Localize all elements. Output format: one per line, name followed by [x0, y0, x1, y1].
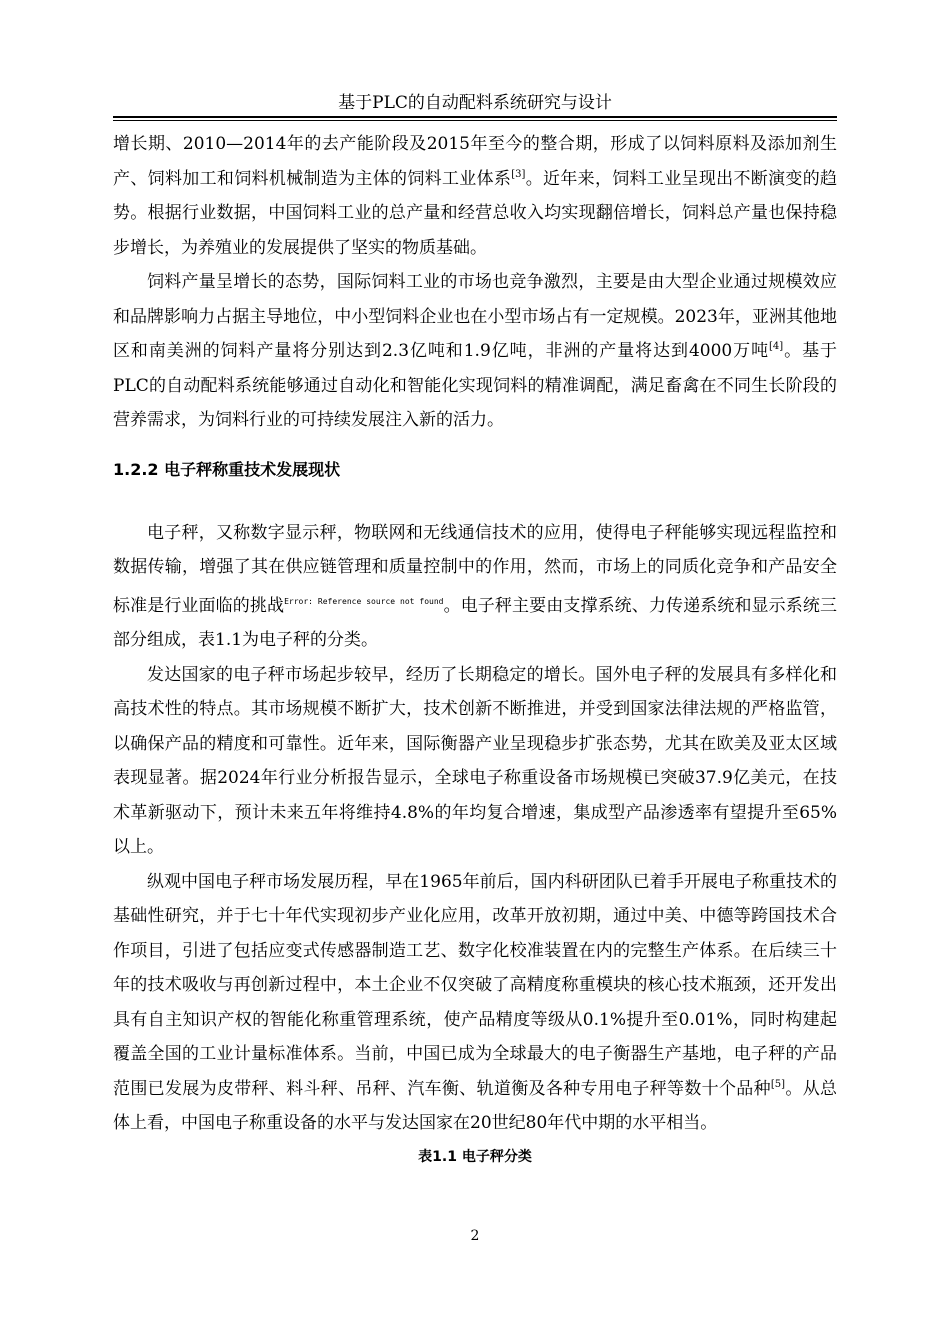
paragraph-5: 纵观中国电子秤市场发展历程，早在1965年前后，国内科研团队已着手开展电子称重技术的基础性研究，并于七十年代实现初步产业化应用，改革开放初期，通过中美、中德等跨国技术合作项目，引进了包括应变式传感器制造工艺、数字化校准装置在内的完整生产体系。在后续三十年的技术吸收与再创新过程中，本土企业不仅突破了高精度称重模块的核心技术瓶颈，还开发出具有自主知识产权的智能化称重管理系统，使产品精度等级从0.1%提升至0.01%，同时构建起覆盖全国的工业计量标准体系。当前，中国已成为全球最大的电子衡器生产基地，电子秤的产品范围已发展为皮带秤、料斗秤、吊秤、汽车衡、轨道衡及各种专用电子秤等数十个品种[5]。从总体上看，中国电子称重设备的水平与发达国家在20世纪80年代中期的水平相当。 [113, 871, 838, 1133]
section-heading: 1.2.2 电子秤称重技术发展现状 [113, 459, 341, 479]
header-rule [113, 116, 837, 118]
paragraph-4: 发达国家的电子秤市场起步较早，经历了长期稳定的增长。国外电子秤的发展具有多样化和高技术性的特点。其市场规模不断扩大，技术创新不断推进，并受到国家法律法规的严格监管，以确保产品的精度和可靠性。近年来，国际衡器产业呈现稳步扩张态势，尤其在欧美及亚太区域表现显著。据2024年行业分析报告显示，全球电子称重设备市场规模已突破37.9亿美元，在技术革新驱动下，预计未来五年将维持4.8%的年均复合增速，集成型产品渗透率有望提升至65%以上。 [113, 664, 837, 857]
reference-error: Error: Reference source not found [284, 596, 444, 606]
paragraph-3: 电子秤，又称数字显示秤，物联网和无线通信技术的应用，使得电子秤能够实现远程监控和数据传输，增强了其在供应链管理和质量控制中的作用，然而，市场上的同质化竞争和产品安全标准是行业面临的挑战$^{Error: Reference source not found}$。电子秤主要由支撑系统、力传递系统和显示系统三部分组成，表1.1为电子秤的分类。 [113, 522, 837, 650]
citation-4[interactable]: [4] [769, 341, 784, 352]
citation-5[interactable]: [5] [770, 1078, 786, 1090]
paragraph-1: 增长期、2010—2014年的去产能阶段及2015年至今的整合期，形成了以饲料原料及添加剂生产、饲料加工和饲料机械制造为主体的饲料工业体系[3]。近年来，饲料工业呈现出不断演变的趋势。根据行业数据，中国饲料工业的总产量和经营总收入均实现翻倍增长，饲料总产量也保持稳步增长，为养殖业的发展提供了坚实的物质基础。 [113, 134, 838, 258]
paragraph-2: 饲料产量呈增长的态势，国际饲料工业的市场也竞争激烈，主要是由大型企业通过规模效应和品牌影响力占据主导地位，中小型饲料企业也在小型市场占有一定规模。2023年，亚洲其他地区和南美洲的饲料产量将分别达到2.3亿吨和1.9亿吨，非洲的产量将达到4000万吨[4]。基于PLC的自动配料系统能够通过自动化和智能化实现饲料的精准调配，满足畜禽在不同生长阶段的营养需求，为饲料行业的可持续发展注入新的活力。 [113, 272, 837, 430]
running-header: 基于PLC的自动配料系统研究与设计 [338, 93, 612, 113]
table-caption: 表1.1 电子秤分类 [418, 1148, 532, 1165]
citation-3[interactable]: [3] [511, 168, 526, 180]
page-number: 2 [470, 1228, 480, 1244]
header-rule-thin [113, 120, 837, 121]
page-body [113, 127, 837, 1169]
